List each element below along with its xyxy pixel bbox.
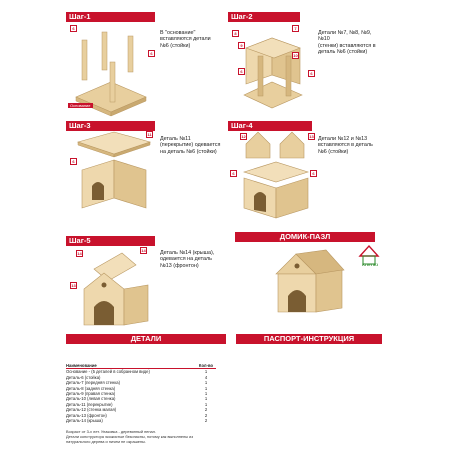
step-3-banner: Шаг-3: [66, 121, 155, 131]
table-row: Деталь-12 (стенка малая) 2: [66, 407, 208, 413]
step-4-banner: Шаг-4: [228, 121, 312, 131]
step-3-part-6: 6: [70, 158, 77, 165]
parts-table-header: Наименование Кол-во: [66, 363, 216, 369]
step-3-description: Деталь №11 (перекрытие) одевается на деталь №6 (стойки): [160, 136, 221, 155]
step-5-part-14-b: 14: [141, 248, 146, 253]
step-2-part-10: 10: [293, 53, 298, 58]
table-row: Деталь-10 (левая стенка) 1: [66, 396, 208, 402]
step-4-part-12: 12: [241, 134, 246, 139]
table-row: Деталь-9 (правая стенка) 1: [66, 391, 208, 397]
logo-text: KiTeTiKi: [362, 262, 378, 267]
safety-note: Возраст от 3-х лет. Упаковка - деревянный пенал. Детали конструктора экожистые безопасны, потому как выполнены из натурального дерева и ничем не окрашены.: [66, 429, 194, 444]
step-4-description: Детали №12 и №13 вставляются в деталь №6 (стойки): [318, 136, 373, 155]
step-1-part-6-a: 6: [70, 25, 77, 32]
table-row: Деталь-14 (крыша) 2: [66, 418, 208, 424]
product-illustration: [268, 246, 348, 326]
step-1-illustration: [66, 22, 156, 112]
table-row: Деталь-6 (стойка) 4: [66, 374, 208, 380]
step-4-part-6-a: 6: [230, 170, 237, 177]
step-5-illustration: [76, 245, 156, 335]
table-row: Деталь-11 (перекрытие) 1: [66, 401, 208, 407]
table-row: Деталь-8 (задняя стенка) 1: [66, 385, 208, 391]
step-2-illustration: [232, 20, 312, 110]
passport-banner: ПАСПОРТ-ИНСТРУКЦИЯ: [236, 334, 382, 344]
step-4-part-6-b: 6: [310, 170, 317, 177]
step-4-part-13: 13: [309, 134, 314, 139]
step-2-description: Детали №7, №8, №9, №10 (стенки) вставляются в деталь №6 (стойки): [318, 30, 376, 56]
step-2-banner: Шаг-2: [228, 12, 300, 22]
parts-table: [66, 363, 216, 423]
step-1-description: В "основание" вставляются детали №6 (стойки): [160, 30, 211, 49]
table-row: Деталь-13 (фронтон) 2: [66, 412, 208, 418]
step-2-part-6-a: 6: [238, 68, 245, 75]
step-1-part-6-b: 6: [148, 50, 155, 57]
step-2-part-6-b: 6: [308, 70, 315, 77]
step-3-part-11: 11: [147, 132, 152, 137]
step-1-banner: Шаг-1: [66, 12, 155, 22]
details-banner: ДЕТАЛИ: [66, 334, 226, 344]
table-row: Деталь-7 (передняя стенка) 1: [66, 380, 208, 386]
step-2-part-8: 8: [232, 30, 239, 37]
step-5-banner: Шаг-5: [66, 236, 155, 246]
table-row: Основание - (5 деталей в собранном виде) 1: [66, 369, 208, 375]
step-5-part-13: 13: [71, 283, 76, 288]
step-5-part-14-a: 14: [77, 251, 82, 256]
product-title-banner: ДОМИК-ПАЗЛ: [235, 232, 375, 242]
step-2-part-9: 9: [238, 42, 245, 49]
step-3-illustration: [74, 130, 154, 210]
step-1-base-tag: Основание: [70, 103, 91, 108]
step-2-part-7: 7: [292, 25, 299, 32]
step-4-illustration: [236, 130, 316, 220]
step-5-description: Деталь №14 (крыша), одевается на деталь №13 (фронтон): [160, 250, 215, 269]
